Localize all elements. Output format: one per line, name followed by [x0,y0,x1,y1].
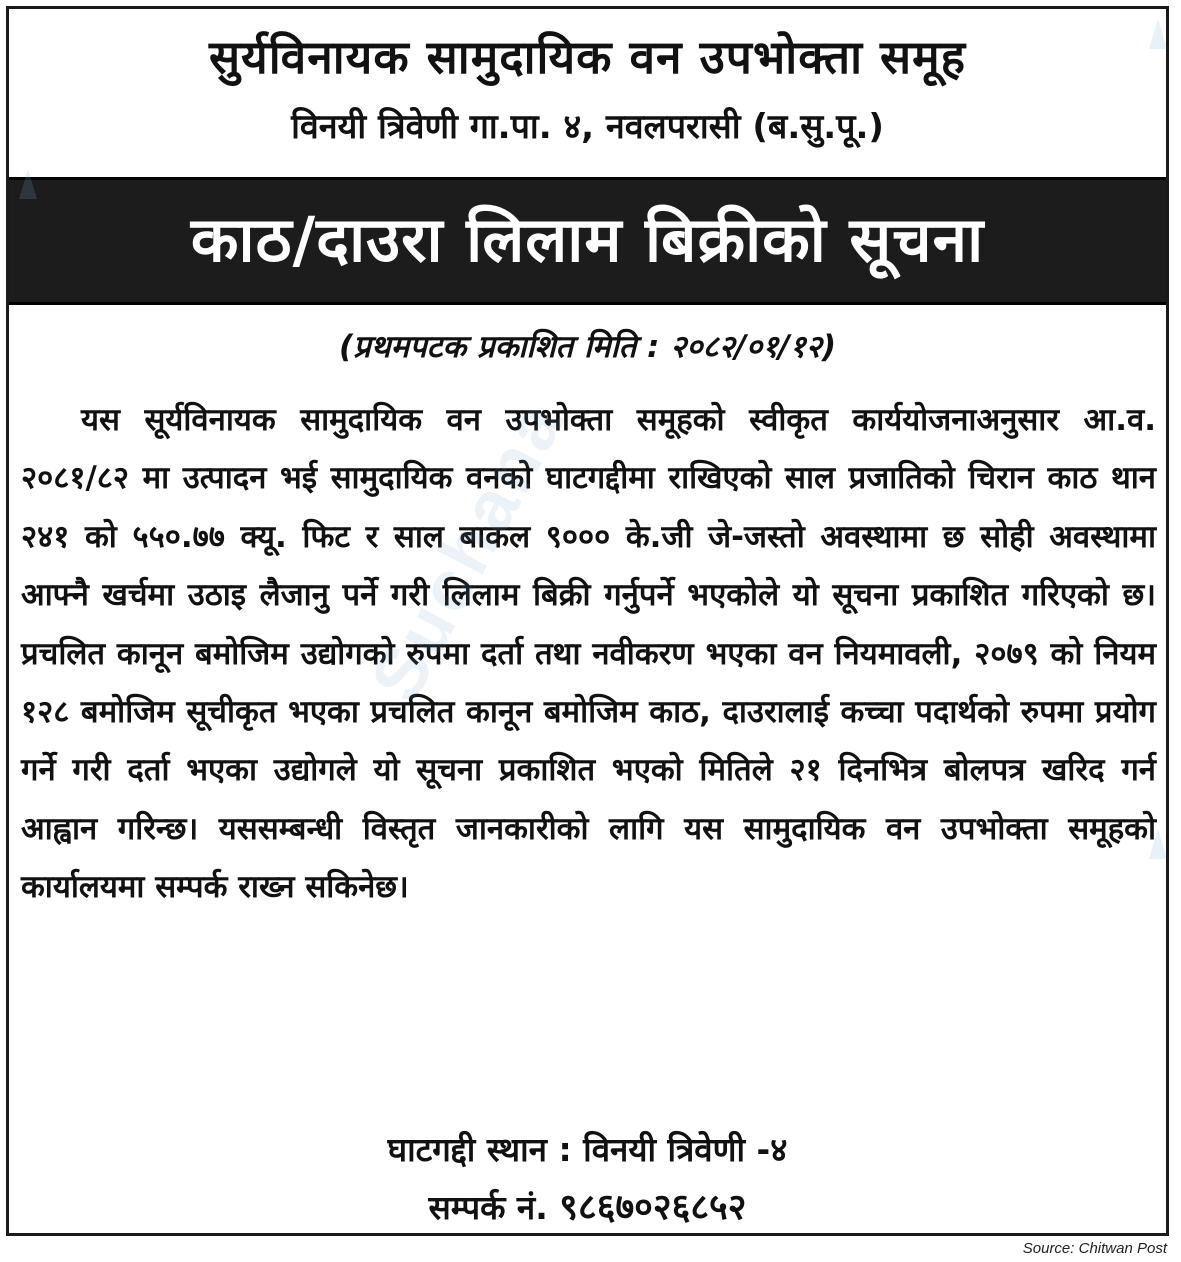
watermark-text: Suchana [356,386,581,714]
notice-body-paragraph: यस सूर्यविनायक सामुदायिक वन उपभोक्ता समूहको स्वीकृत कार्ययोजनाअनुसार आ.व. २०८१/८२ मा उत्पादन भई सामुदायिक वनको घाटगद्दीमा राखिएको साल प्रजातिको चिरान काठ थान २४१ को ५५०.७७ क्यू. फिट र साल बाकल ९००० के.जी जे-जस्तो अवस्थामा छ सोही अवस्थामा आफ्नै खर्चमा उठाइ लैजानु पर्ने गरी लिलाम बिक्री गर्नुपर्ने भएकोले यो सूचना प्रकाशित गरिएको छ। प्रचलित कानून बमोजिम उद्योगको रुपमा दर्ता तथा नवीकरण भएका वन नियमावली, २०७९ को नियम १२८ बमोजिम सूचीकृत भएका प्रचलित कानून बमोजिम काठ, दाउरालाई कच्चा पदार्थको रुपमा प्रयोग गर्ने गरी दर्ता भएका उद्योगले यो सूचना प्रकाशित भएको मितिले २१ दिनभित्र बोलपत्र खरिद गर्न आह्वान गरिन्छ। यससम्बन्धी विस्तृत जानकारीको लागि यस सामुदायिक वन उपभोक्ता समूहको कार्यालयमा सम्पर्क राख्न सकिनेछ। [21,402,1156,906]
source-credit: Source: Chitwan Post [1022,1240,1167,1257]
contact-line [9,1185,1166,1231]
notice-box [6,6,1169,1236]
publish-date: (प्रथमपटक प्रकाशित मिति : २०८२/०१/१२) [338,329,837,365]
organization-address: विनयी त्रिवेणी गा.पा. ४, नवलपरासी (ब.सु.पू.) [291,107,884,147]
organization-name: सुर्यविनायक सामुदायिक वन उपभोक्ता समूह [208,30,967,84]
depot-location: घाटगद्दी स्थान : विनयी त्रिवेणी -४ [387,1130,788,1169]
watermark-arrow-icon [1149,19,1167,49]
notice-title: काठ/दाउरा लिलाम बिक्रीको सूचना [190,203,985,276]
title-band [9,177,1166,305]
contact-label: सम्पर्क नं. [428,1188,548,1227]
notice-body [21,391,1156,917]
watermark-arrow-icon [1149,829,1167,859]
watermark-arrow-icon [19,169,37,199]
contact-number: ९८६७०२६८५२ [559,1187,747,1228]
